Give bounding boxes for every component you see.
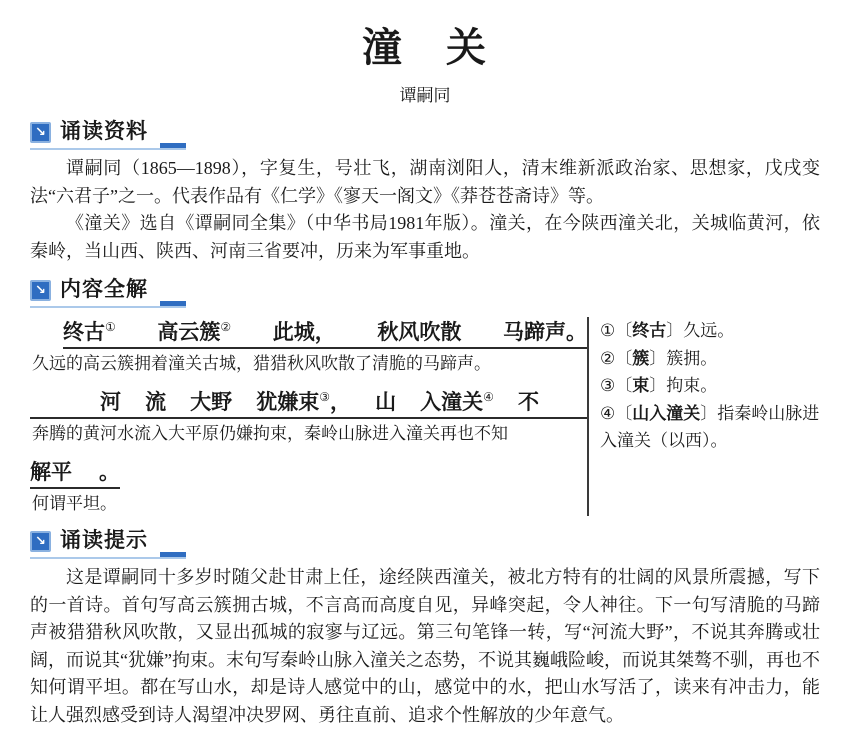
section-header-reading-tips [30, 529, 186, 559]
paragraph: 《潼关》选自《谭嗣同全集》（中华书局1981年版）。潼关，在今陕西潼关北，关城临黄河，依秦岭，当山西、陕西、河南三省要冲，历来为军事重地。 [30, 213, 820, 261]
note-term: 终古 [632, 321, 667, 340]
paragraph: 这是谭嗣同十多岁时随父赴甘肃上任，途经陕西潼关，被北方特有的壮阔的风景所震撼，写下的一首诗。首句写高云簇拥古城，不言高而高度自见，异峰突起，令人神往。下一句写清脆的马蹄声被猎猎秋风吹散，又显出孤城的寂寥与辽远。第三句笔锋一转，写“河流大野”，不说其奔腾或壮阔，而说其“犹嫌”拘束。末句写秦岭山脉入潼关之态势，不说其巍峨险峻，而说其桀骜不驯，再也不知何谓平坦。都在写山水，却是诗人感觉中的山，感觉中的水，把山水写活了，读来有冲击力，能让人强烈感受到诗人渴望冲决罗网、勇往直前、追求个性解放的少年意气。 [30, 567, 820, 725]
poem-analysis-block [30, 317, 820, 516]
reading-tips-paragraphs [30, 564, 820, 729]
note-reference-number: ① [105, 320, 116, 334]
poem-word: 入潼关④ [420, 390, 494, 414]
poem-translation: 何谓平坦。 [32, 494, 117, 513]
poem-translation: 奔腾的黄河水流入大平原仍嫌拘束，秦岭山脉进入潼关再也不知 [32, 424, 508, 443]
poem-with-translation [30, 317, 587, 516]
note-term: 簇 [632, 348, 650, 368]
poem-translation: 久远的高云簇拥着潼关古城，猎猎秋风吹散了清脆的马蹄声。 [32, 354, 491, 373]
paragraph: 谭嗣同（1865—1898），字复生，号壮飞，湖南浏阳人，清末维新派政治家、思想家，戊戌变法“六君子”之一。代表作品有《仁学》《寥天一阁文》《莽苍苍斋诗》等。 [30, 158, 820, 206]
poem-word: 。 [99, 460, 120, 484]
poem-word: 解平 [30, 460, 72, 484]
poem-word: 终古① [63, 320, 116, 344]
poem-word: 马蹄声。 [502, 320, 587, 344]
page-title: 潼 关 [362, 25, 488, 70]
poem-word: 大野 [190, 390, 233, 414]
annotation-note: ③〔束〕拘束。 [600, 376, 718, 395]
header-dash-decoration [160, 301, 186, 306]
poem-word: 秋风吹散 [377, 320, 462, 344]
section-title: 内容全解 [60, 278, 148, 301]
note-reference-number: ④ [483, 390, 494, 404]
arrow-down-right-icon: ↘ [30, 122, 51, 143]
annotation-note: ④〔山入潼关〕指秦岭山脉进入潼关（以西）。 [600, 403, 820, 450]
poem-word: 河 [100, 390, 121, 414]
section-title: 诵读提示 [60, 529, 148, 552]
poem-verse-line [63, 319, 587, 349]
note-term: 束 [632, 376, 650, 395]
poem-word: 高云簇② [157, 320, 232, 344]
annotation-note: ②〔簇〕簇拥。 [600, 348, 718, 368]
section-title: 诵读资料 [60, 120, 148, 143]
poem-verse-line [30, 389, 587, 419]
note-term: 山入潼关 [632, 403, 701, 423]
section-header-reading-material [30, 120, 186, 150]
arrow-down-right-icon: ↘ [30, 280, 51, 301]
header-dash-decoration [160, 143, 186, 148]
section-header-content-analysis [30, 278, 186, 308]
poem-word: 不 [518, 390, 539, 414]
poem-word: 此城， [272, 320, 336, 344]
annotation-note: ①〔终古〕久远。 [600, 321, 735, 340]
poem-verse-line [30, 459, 120, 489]
author-name: 谭嗣同 [399, 86, 451, 105]
poem-word: 山 [375, 390, 397, 414]
note-reference-number: ② [220, 320, 232, 334]
header-dash-decoration [160, 552, 186, 557]
poem-word: 犹嫌束③， [256, 390, 351, 414]
poem-word: 流 [145, 390, 167, 414]
arrow-down-right-icon: ↘ [30, 531, 51, 552]
annotation-notes [589, 317, 820, 516]
reading-material-paragraphs [30, 155, 820, 265]
note-reference-number: ③ [319, 390, 330, 404]
